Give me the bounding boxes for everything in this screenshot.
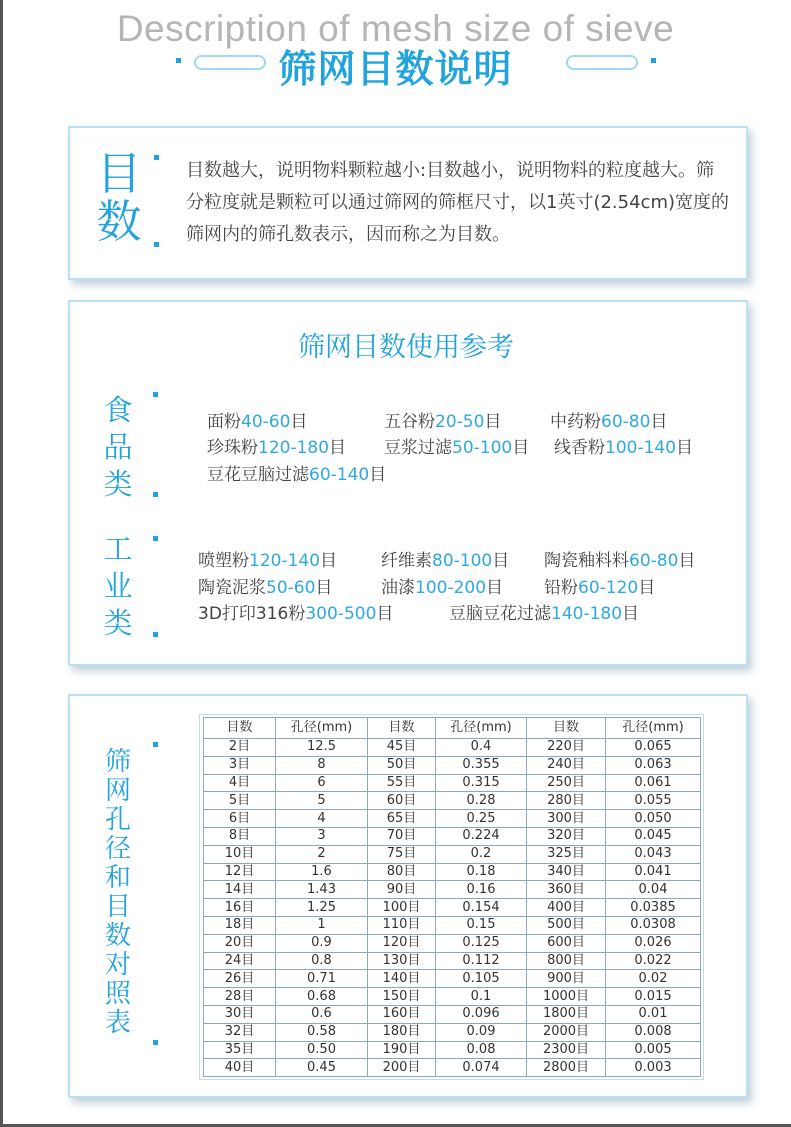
- table-cell: 65目: [368, 810, 436, 828]
- table-header-cell: 目数: [204, 718, 276, 739]
- table-cell: 0.055: [606, 792, 701, 810]
- definition-side-label: 目 数: [96, 147, 142, 248]
- table-cell: 0.061: [606, 774, 701, 792]
- table-cell: 30目: [204, 1005, 276, 1023]
- table-cell: 0.0385: [606, 899, 701, 917]
- table-cell: 45目: [368, 739, 436, 757]
- definition-dot-bottom: [154, 242, 159, 247]
- table-cell: 60目: [368, 792, 436, 810]
- table-cell: 0.154: [436, 899, 527, 917]
- table-cell: 0.063: [606, 756, 701, 774]
- table-cell: 0.04: [606, 881, 701, 899]
- food-item: 豆浆过滤50-100目: [384, 438, 530, 458]
- table-cell: 55目: [368, 774, 436, 792]
- table-cell: 0.9: [276, 934, 368, 952]
- table-cell: 5目: [204, 792, 276, 810]
- table-cell: 200目: [368, 1059, 436, 1077]
- table-cell: 400目: [527, 899, 606, 917]
- table-cell: 2300目: [527, 1041, 606, 1059]
- table-cell: 24目: [204, 952, 276, 970]
- table-cell: 4: [276, 810, 368, 828]
- table-row: [204, 952, 701, 970]
- table-cell: 28目: [204, 988, 276, 1006]
- table-cell: 220目: [527, 739, 606, 757]
- table-row: [204, 970, 701, 988]
- table-cell: 0.041: [606, 863, 701, 881]
- table-row: [204, 774, 701, 792]
- table-header-cell: 孔径(mm): [436, 718, 527, 739]
- table-cell: 1.6: [276, 863, 368, 881]
- table-header-row: [204, 718, 701, 739]
- table-cell: 300目: [527, 810, 606, 828]
- table-cell: 26目: [204, 970, 276, 988]
- table-cell: 0.01: [606, 1005, 701, 1023]
- industrial-item: 油漆100-200目: [381, 578, 504, 598]
- table-cell: 20目: [204, 934, 276, 952]
- mesh-table-dot-bottom: [153, 1040, 158, 1045]
- industrial-item: 喷塑粉120-140目: [198, 551, 338, 571]
- table-cell: 2000目: [527, 1023, 606, 1041]
- table-cell: 0.315: [436, 774, 527, 792]
- table-row: [204, 899, 701, 917]
- table-cell: 18目: [204, 916, 276, 934]
- table-cell: 32目: [204, 1023, 276, 1041]
- table-row: [204, 1041, 701, 1059]
- table-cell: 35目: [204, 1041, 276, 1059]
- table-cell: 600目: [527, 934, 606, 952]
- table-cell: 0.15: [436, 916, 527, 934]
- table-cell: 0.125: [436, 934, 527, 952]
- table-cell: 1800目: [527, 1005, 606, 1023]
- table-header-cell: 孔径(mm): [276, 718, 368, 739]
- table-cell: 0.28: [436, 792, 527, 810]
- table-cell: 90目: [368, 881, 436, 899]
- mesh-table-dot-top: [153, 742, 158, 747]
- food-item: 豆花豆脑过滤60-140目: [207, 465, 387, 485]
- table-cell: 3目: [204, 756, 276, 774]
- table-cell: 900目: [527, 970, 606, 988]
- table-row: [204, 756, 701, 774]
- food-item: 中药粉60-80目: [550, 412, 668, 432]
- table-cell: 0.68: [276, 988, 368, 1006]
- table-cell: 180目: [368, 1023, 436, 1041]
- table-cell: 12.5: [276, 739, 368, 757]
- table-cell: 0.045: [606, 827, 701, 845]
- table-cell: 0.224: [436, 827, 527, 845]
- industrial-item: 纤维素80-100目: [381, 551, 510, 571]
- table-cell: 2800目: [527, 1059, 606, 1077]
- table-cell: 800目: [527, 952, 606, 970]
- header-english-title: Description of mesh size of sieve: [116, 8, 675, 49]
- table-cell: 6目: [204, 810, 276, 828]
- mesh-size-table: [203, 717, 701, 1077]
- table-cell: 500目: [527, 916, 606, 934]
- table-cell: 325目: [527, 845, 606, 863]
- table-row: [204, 1023, 701, 1041]
- industrial-item: 陶瓷泥浆50-60目: [198, 578, 333, 598]
- table-row: [204, 810, 701, 828]
- table-cell: 0.005: [606, 1041, 701, 1059]
- table-cell: 0.043: [606, 845, 701, 863]
- table-cell: 0.58: [276, 1023, 368, 1041]
- header-chinese-title: 筛网目数说明: [278, 47, 513, 91]
- table-cell: 150目: [368, 988, 436, 1006]
- industrial-dot-bottom: [153, 632, 158, 637]
- table-cell: 140目: [368, 970, 436, 988]
- table-cell: 320目: [527, 827, 606, 845]
- table-header-cell: 孔径(mm): [606, 718, 701, 739]
- table-row: [204, 916, 701, 934]
- table-cell: 0.02: [606, 970, 701, 988]
- table-cell: 4目: [204, 774, 276, 792]
- industrial-item: 3D打印316粉300-500目: [198, 604, 394, 624]
- table-cell: 190目: [368, 1041, 436, 1059]
- table-cell: 12目: [204, 863, 276, 881]
- table-cell: 0.08: [436, 1041, 527, 1059]
- table-cell: 130目: [368, 952, 436, 970]
- table-cell: 0.71: [276, 970, 368, 988]
- table-cell: 0.50: [276, 1041, 368, 1059]
- table-cell: 14目: [204, 881, 276, 899]
- table-row: [204, 827, 701, 845]
- table-cell: 0.16: [436, 881, 527, 899]
- table-cell: 40目: [204, 1059, 276, 1077]
- table-cell: 1.43: [276, 881, 368, 899]
- table-cell: 1: [276, 916, 368, 934]
- food-item: 五谷粉20-50目: [384, 412, 502, 432]
- definition-dot-top: [154, 155, 159, 160]
- food-dot-bottom: [153, 492, 158, 497]
- table-cell: 16目: [204, 899, 276, 917]
- table-cell: 240目: [527, 756, 606, 774]
- table-cell: 5: [276, 792, 368, 810]
- table-cell: 1.25: [276, 899, 368, 917]
- table-cell: 8: [276, 756, 368, 774]
- industrial-dot-top: [153, 536, 158, 541]
- table-cell: 1000目: [527, 988, 606, 1006]
- table-row: [204, 1005, 701, 1023]
- table-header-cell: 目数: [527, 718, 606, 739]
- food-item: 线香粉100-140目: [554, 438, 694, 458]
- table-row: [204, 863, 701, 881]
- table-cell: 50目: [368, 756, 436, 774]
- table-cell: 0.355: [436, 756, 527, 774]
- table-cell: 0.2: [436, 845, 527, 863]
- table-cell: 0.0308: [606, 916, 701, 934]
- table-cell: 120目: [368, 934, 436, 952]
- table-cell: 0.096: [436, 1005, 527, 1023]
- table-cell: 10目: [204, 845, 276, 863]
- table-cell: 0.8: [276, 952, 368, 970]
- table-cell: 0.003: [606, 1059, 701, 1077]
- table-header-cell: 目数: [368, 718, 436, 739]
- table-row: [204, 934, 701, 952]
- table-cell: 0.105: [436, 970, 527, 988]
- table-cell: 3: [276, 827, 368, 845]
- usage-title: 筛网目数使用参考: [298, 332, 514, 363]
- table-cell: 340目: [527, 863, 606, 881]
- table-row: [204, 845, 701, 863]
- food-item: 面粉40-60目: [207, 412, 308, 432]
- table-cell: 0.022: [606, 952, 701, 970]
- table-cell: 80目: [368, 863, 436, 881]
- table-cell: 0.074: [436, 1059, 527, 1077]
- food-side-label: 食 品 类: [103, 393, 133, 501]
- table-row: [204, 739, 701, 757]
- table-cell: 110目: [368, 916, 436, 934]
- table-cell: 0.065: [606, 739, 701, 757]
- table-row: [204, 792, 701, 810]
- table-cell: 0.015: [606, 988, 701, 1006]
- table-cell: 100目: [368, 899, 436, 917]
- table-cell: 0.18: [436, 863, 527, 881]
- table-cell: 6: [276, 774, 368, 792]
- table-cell: 280目: [527, 792, 606, 810]
- table-cell: 0.1: [436, 988, 527, 1006]
- food-item: 珍珠粉120-180目: [207, 438, 347, 458]
- table-row: [204, 1059, 701, 1077]
- table-cell: 0.026: [606, 934, 701, 952]
- table-cell: 0.45: [276, 1059, 368, 1077]
- table-cell: 2: [276, 845, 368, 863]
- industrial-item: 铅粉60-120目: [544, 578, 656, 598]
- table-row: [204, 988, 701, 1006]
- table-cell: 160目: [368, 1005, 436, 1023]
- table-cell: 2目: [204, 739, 276, 757]
- industrial-side-label: 工 业 类: [103, 532, 133, 640]
- industrial-item: 豆脑豆花过滤140-180目: [449, 604, 640, 624]
- left-edge-line: [0, 0, 3, 1127]
- table-cell: 70目: [368, 827, 436, 845]
- table-cell: 0.050: [606, 810, 701, 828]
- table-cell: 0.112: [436, 952, 527, 970]
- table-cell: 0.008: [606, 1023, 701, 1041]
- table-cell: 360目: [527, 881, 606, 899]
- table-cell: 75目: [368, 845, 436, 863]
- table-row: [204, 881, 701, 899]
- table-cell: 0.6: [276, 1005, 368, 1023]
- table-cell: 8目: [204, 827, 276, 845]
- table-cell: 0.25: [436, 810, 527, 828]
- table-cell: 0.09: [436, 1023, 527, 1041]
- industrial-item: 陶瓷釉料料60-80目: [544, 551, 696, 571]
- food-dot-top: [153, 392, 158, 397]
- table-cell: 0.4: [436, 739, 527, 757]
- table-cell: 250目: [527, 774, 606, 792]
- mesh-table-side-label: 筛 网 孔 径 和 目 数 对 照 表: [104, 747, 131, 1038]
- definition-text: 目数越大，说明物料颗粒越小:目数越小，说明物料的粒度越大。筛分粒度就是颗粒可以通过筛网的筛框尺寸，以1英寸(2.54cm)宽度的筛网内的筛孔数表示，因而称之为目数。: [186, 160, 730, 245]
